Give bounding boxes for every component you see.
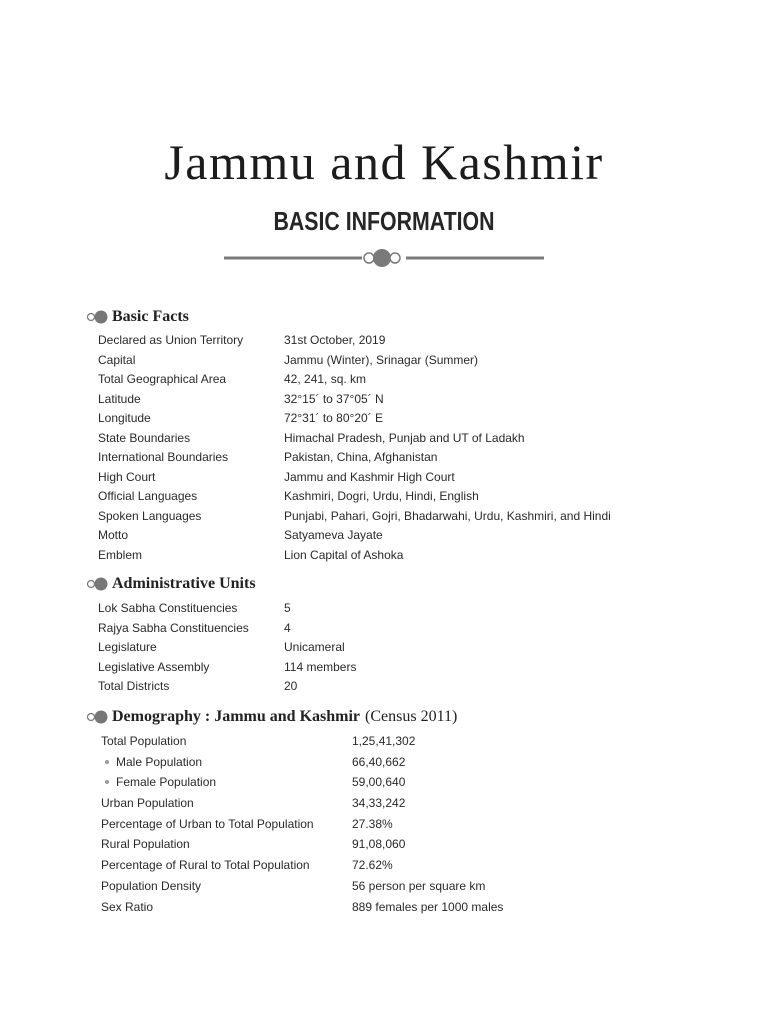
- demo-label: Sex Ratio: [101, 899, 154, 914]
- demo-value: 56 person per square km: [352, 878, 486, 893]
- fact-value: 31st October, 2019: [284, 333, 386, 347]
- demo-value: 91,08,060: [352, 837, 406, 852]
- fact-value: Himachal Pradesh, Punjab and UT of Ladakh: [284, 430, 525, 445]
- bullet-dot-icon: [105, 760, 109, 764]
- unit-value: Unicameral: [284, 640, 345, 654]
- fact-value: Pakistan, China, Afghanistan: [284, 450, 438, 464]
- bullet-dot-icon: [105, 780, 109, 784]
- unit-value: 20: [284, 679, 298, 693]
- section-title-suffix: (Census 2011): [365, 708, 458, 725]
- demo-value: 34,33,242: [352, 796, 406, 811]
- fact-label: International Boundaries: [98, 450, 229, 464]
- fact-value: 72°31´ to 80°20´ E: [284, 411, 383, 425]
- demo-value: 59,00,640: [352, 775, 406, 790]
- demo-value: 889 females per 1000 males: [352, 899, 504, 914]
- section-title: Basic Facts: [112, 308, 189, 325]
- fact-value: Jammu (Winter), Srinagar (Summer): [284, 352, 479, 367]
- unit-label: Rajya Sabha Constituencies: [98, 620, 249, 635]
- section-basic-facts: [86, 305, 189, 329]
- unit-value: 5: [284, 601, 291, 615]
- section-bullet-icon: [86, 576, 112, 592]
- demo-label: Female Population: [116, 775, 217, 790]
- fact-value: Jammu and Kashmir High Court: [284, 469, 455, 484]
- demo-label: Population Density: [101, 878, 202, 893]
- fact-label: Official Languages: [98, 489, 198, 503]
- fact-label: Latitude: [98, 391, 141, 406]
- unit-label: Lok Sabha Constituencies: [98, 601, 238, 615]
- fact-label: State Boundaries: [98, 430, 191, 445]
- fact-label: Capital: [98, 352, 136, 367]
- fact-label: Emblem: [98, 547, 143, 562]
- unit-label: Legislative Assembly: [98, 659, 210, 674]
- fact-value: Punjabi, Pahari, Gojri, Bhadarwahi, Urdu, Kashmiri, and Hindi: [284, 508, 611, 523]
- title-divider-ornament: [224, 246, 544, 270]
- unit-value: 114 members: [284, 659, 357, 674]
- section-title: Demography : Jammu and Kashmir: [112, 708, 361, 725]
- demo-label: Percentage of Rural to Total Population: [101, 858, 310, 873]
- fact-value: 32°15´ to 37°05´ N: [284, 391, 384, 406]
- demo-label: Male Population: [116, 754, 203, 769]
- section-title: Administrative Units: [112, 575, 256, 592]
- section-bullet-icon: [86, 309, 112, 325]
- page-title: Jammu and Kashmir: [164, 134, 604, 190]
- fact-value: 42, 241, sq. km: [284, 372, 367, 386]
- unit-value: 4: [284, 620, 291, 635]
- fact-value: Satyameva Jayate: [284, 528, 383, 542]
- fact-label: Total Geographical Area: [98, 372, 227, 386]
- fact-label: High Court: [98, 469, 156, 484]
- page-subtitle: BASIC INFORMATION: [273, 206, 495, 236]
- fact-label: Spoken Languages: [98, 508, 202, 523]
- fact-label: Motto: [98, 528, 129, 542]
- demo-label: Rural Population: [101, 837, 190, 852]
- unit-label: Legislature: [98, 640, 157, 654]
- fact-label: Declared as Union Territory: [98, 333, 244, 347]
- fact-value: Kashmiri, Dogri, Urdu, Hindi, English: [284, 489, 479, 503]
- demo-label: Percentage of Urban to Total Population: [101, 816, 314, 831]
- unit-label: Total Districts: [98, 679, 170, 693]
- section-bullet-icon: [86, 709, 112, 725]
- section-administrative-units: [86, 572, 256, 596]
- demo-label: Total Population: [101, 734, 187, 748]
- demo-label: Urban Population: [101, 796, 194, 811]
- fact-value: Lion Capital of Ashoka: [284, 547, 404, 562]
- demo-value: 1,25,41,302: [352, 734, 416, 748]
- demo-value: 72.62%: [352, 858, 393, 873]
- fact-label: Longitude: [98, 411, 151, 425]
- section-demography: [86, 705, 457, 729]
- demo-value: 66,40,662: [352, 754, 406, 769]
- demo-value: 27.38%: [352, 816, 393, 831]
